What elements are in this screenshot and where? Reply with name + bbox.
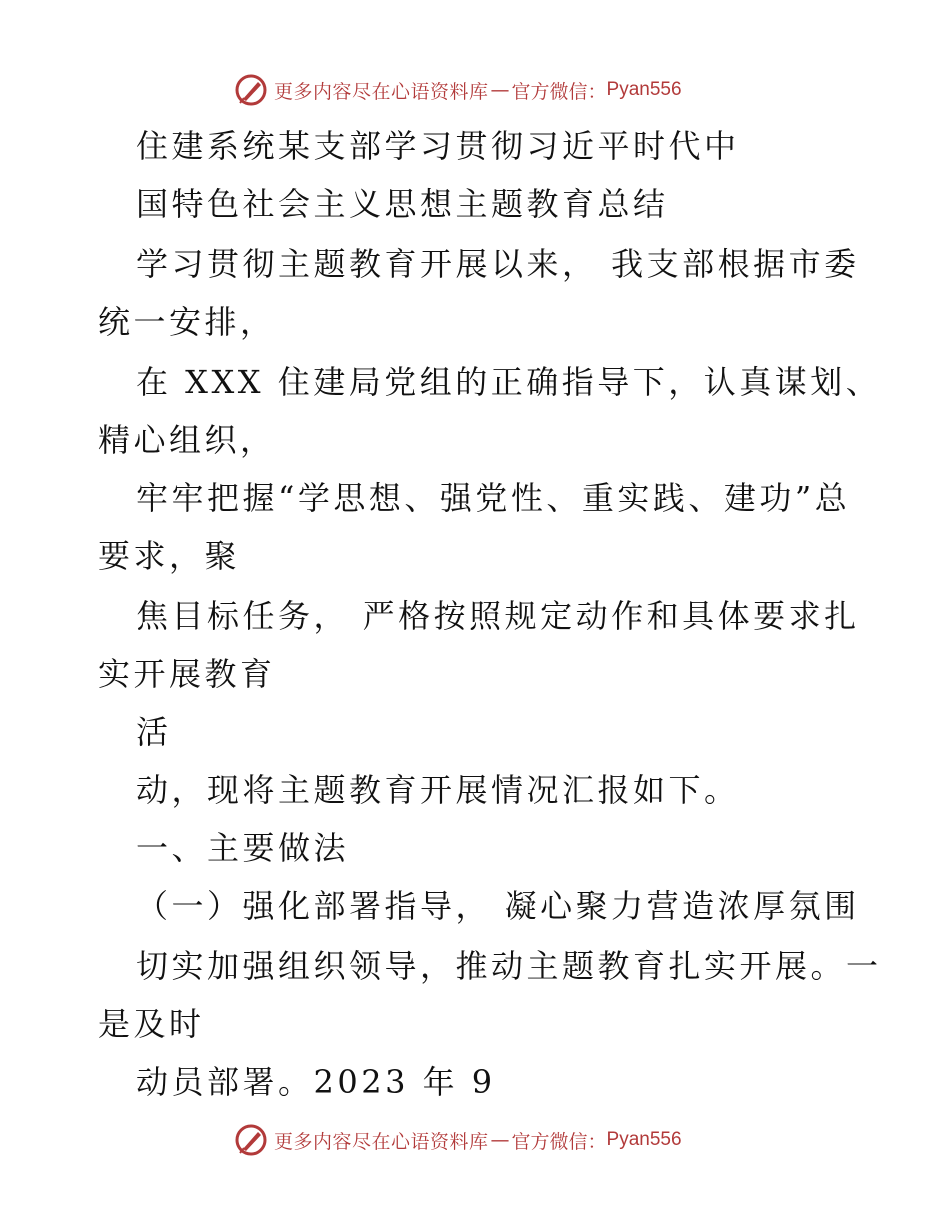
watermark-sub-text: 官方微信： [511,80,607,103]
watermark-header [234,72,682,108]
paragraph-line: 在 XXX 住建局党组的正确指导下，认真谋划、 [136,363,882,401]
feather-pen-logo-icon [234,73,268,107]
paragraph-line: 焦目标任务， 严格按照规定动作和具体要求扎 [136,597,860,635]
subsection-heading: （一）强化部署指导， 凝心聚力营造浓厚氛围 [136,887,860,925]
paragraph-line: 学习贯彻主题教育开展以来， 我支部根据市委 [136,245,860,283]
paragraph-line: 实开展教育 [98,655,276,693]
watermark-sub-text: 官方微信： [511,1130,607,1153]
paragraph-line: 活 [136,713,172,751]
title-line-1: 住建系统某支部学习贯彻习近平时代中 [136,127,740,165]
paragraph-line: 精心组织， [98,421,276,459]
paragraph-line: 切实加强组织领导，推动主题教育扎实开展。一 [136,947,882,985]
watermark-wechat-id: Pyan556 [606,1129,682,1150]
paragraph-line: 动，现将主题教育开展情况汇报如下。 [136,771,740,809]
watermark-wechat-id: Pyan556 [606,79,682,100]
paragraph-line: 统一安排， [98,303,276,341]
paragraph-line: 牢牢把握“学思想、强党性、重实践、建功”总 [136,479,851,517]
paragraph-line: 要求，聚 [98,537,241,575]
section-heading: 一、主要做法 [136,829,350,867]
watermark-dash: — [490,1129,510,1151]
title-line-2: 国特色社会主义思想主题教育总结 [136,185,669,223]
watermark-footer [234,1122,682,1158]
paragraph-line: 是及时 [98,1005,205,1043]
watermark-main-text: 更多内容尽在心语资料库 [274,80,489,103]
paragraph-line: 动员部署。2023 年 9 [136,1063,496,1101]
feather-pen-logo-icon [234,1123,268,1157]
watermark-dash: — [490,79,510,101]
watermark-main-text: 更多内容尽在心语资料库 [274,1130,489,1153]
